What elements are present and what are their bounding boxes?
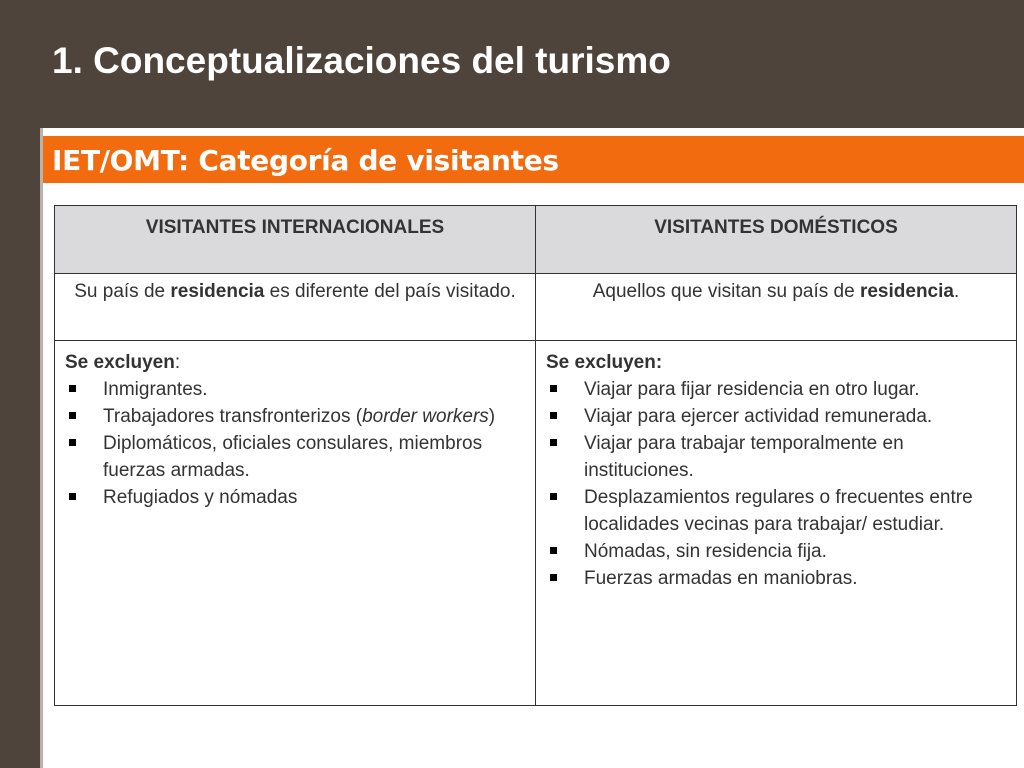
slide-title: 1. Conceptualizaciones del turismo — [52, 40, 671, 81]
square-bullet-icon — [550, 439, 557, 446]
list-item — [65, 430, 525, 484]
exclusions-row — [55, 341, 1017, 706]
definition-keyword: residencia — [170, 281, 265, 302]
banner-title: IET/OMT: Categoría de visitantes — [52, 144, 559, 177]
list-item-text: Viajar para fijar residencia en otro lugar. — [584, 379, 920, 400]
definition-row — [55, 274, 1017, 341]
list-item — [65, 376, 525, 403]
list-item-text: Inmigrantes. — [103, 379, 208, 400]
square-bullet-icon — [550, 385, 557, 392]
exclusions-heading-colon: : — [174, 352, 181, 373]
definition-text: Aquellos que visitan su país de — [592, 281, 860, 302]
list-item-italic: border workers — [362, 406, 489, 427]
header-domestic: VISITANTES DOMÉSTICOS — [536, 206, 1017, 274]
square-bullet-icon — [550, 547, 557, 554]
list-item-text: ) — [488, 406, 496, 427]
exclusions-heading — [65, 349, 525, 376]
square-bullet-icon — [69, 493, 76, 500]
list-item — [546, 484, 1006, 538]
list-item-text: Fuerzas armadas en maniobras. — [584, 568, 858, 589]
exclusions-list — [65, 376, 525, 511]
definition-text: es diferente del país visitado. — [264, 281, 516, 302]
square-bullet-icon — [550, 493, 557, 500]
list-item — [546, 538, 1006, 565]
exclusions-heading: Se excluyen: — [546, 352, 663, 373]
section-banner — [43, 136, 1024, 183]
exclusions-list — [546, 376, 1006, 592]
square-bullet-icon — [550, 574, 557, 581]
list-item-text: Desplazamientos regulares o frecuentes entre localidades vecinas para trabajar/ estudiar. — [584, 487, 973, 535]
list-item-text: Viajar para ejercer actividad remunerada. — [584, 406, 933, 427]
list-item — [546, 565, 1006, 592]
list-item-text: Nómadas, sin residencia fija. — [584, 541, 827, 562]
list-item — [65, 403, 525, 430]
square-bullet-icon — [69, 412, 76, 419]
slide-content — [40, 128, 1024, 768]
list-item — [546, 403, 1006, 430]
list-item — [65, 484, 525, 511]
definition-text: . — [953, 281, 960, 302]
list-item-text: Refugiados y nómadas — [103, 487, 298, 508]
list-item — [546, 376, 1006, 403]
square-bullet-icon — [550, 412, 557, 419]
square-bullet-icon — [69, 439, 76, 446]
definition-text: Su país de — [74, 281, 171, 302]
list-item — [546, 430, 1006, 484]
definition-domestic — [536, 274, 1017, 341]
list-item-text: Diplomáticos, oficiales consulares, miembros fuerzas armadas. — [103, 433, 483, 481]
exclusions-heading-label: Se excluyen — [65, 352, 175, 373]
definition-keyword: residencia — [859, 281, 954, 302]
square-bullet-icon — [69, 385, 76, 392]
list-item-text: Trabajadores transfronterizos ( — [103, 406, 363, 427]
table-header-row — [55, 206, 1017, 274]
visitor-category-table — [54, 205, 1017, 706]
list-item-text: Viajar para trabajar temporalmente en instituciones. — [584, 433, 904, 481]
exclusions-international — [55, 341, 536, 706]
definition-international — [55, 274, 536, 341]
header-international: VISITANTES INTERNACIONALES — [55, 206, 536, 274]
exclusions-domestic — [536, 341, 1017, 706]
